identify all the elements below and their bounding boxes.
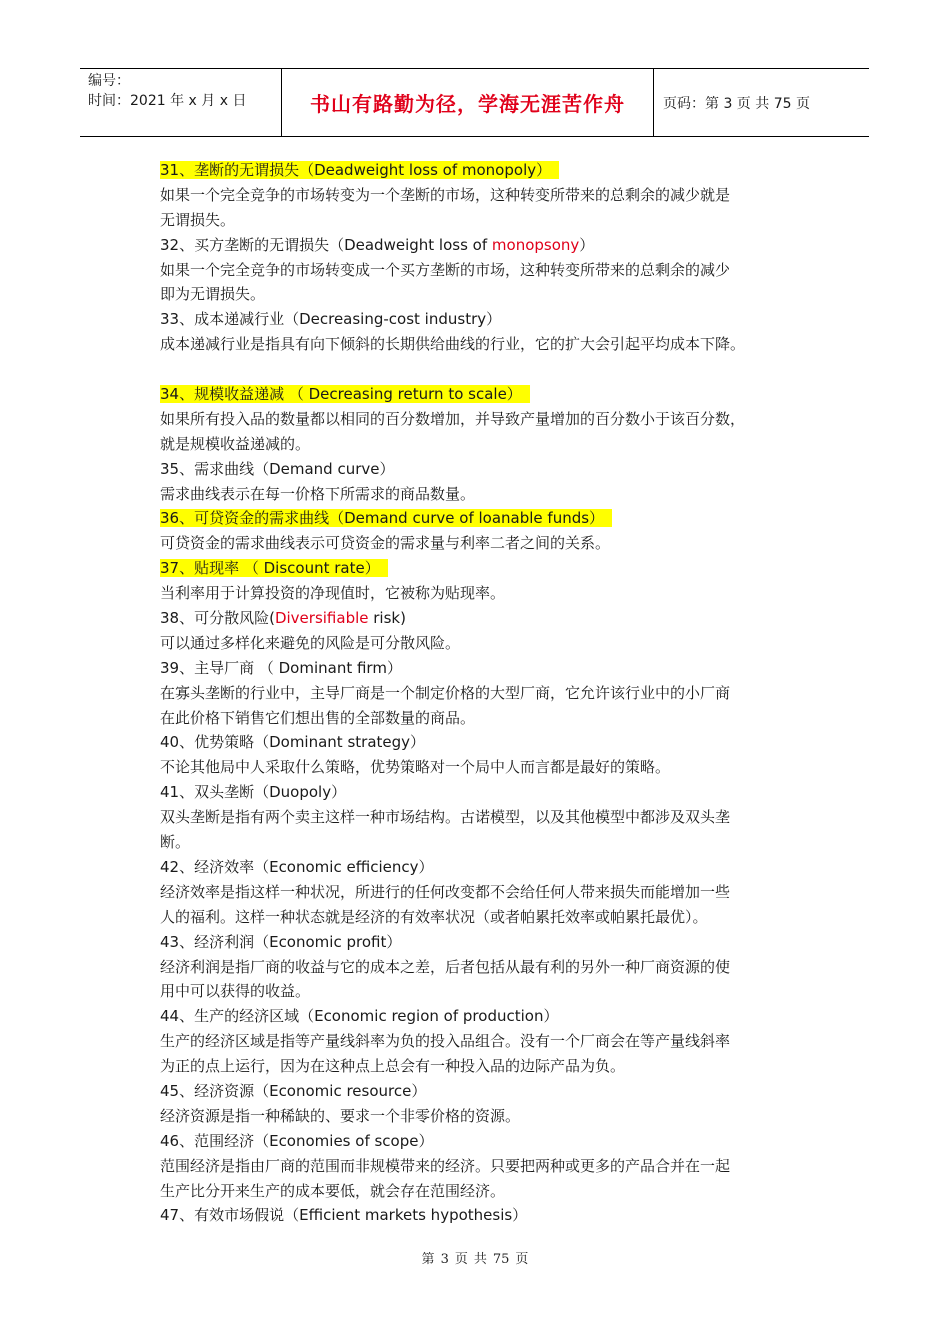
- document-number-label: 编号：: [88, 73, 130, 89]
- term-title-red-part: monopsony: [491, 235, 580, 254]
- definition-line: 经济资源是指一种稀缺的、要求一个非零价格的资源。: [160, 1106, 521, 1125]
- footer-word: 页: [515, 1252, 529, 1267]
- footer-word: 页: [454, 1252, 468, 1267]
- footer-word: 共: [473, 1252, 487, 1267]
- term-title: [160, 606, 820, 631]
- highlighted-term: 34、规模收益递减 （ Decreasing return to scale）: [160, 385, 530, 403]
- term-title: [160, 158, 820, 183]
- definition-line: 可贷资金的需求曲线表示可贷资金的需求量与利率二者之间的关系。: [160, 534, 611, 553]
- definition-line: 生产比分开来生产的成本要低，就会存在范围经济。: [160, 1181, 506, 1200]
- header-motto-cell: [282, 69, 654, 136]
- definition-line: 即为无谓损失。: [160, 285, 266, 304]
- definition-line: 范围经济是指由厂商的范围而非规模带来的经济。只要把两种或更多的产品合并在一起: [160, 1156, 731, 1175]
- highlighted-term: 36、可贷资金的需求曲线（Demand curve of loanable funds）: [160, 509, 612, 527]
- term-title: 35、需求曲线（Demand curve）: [160, 459, 395, 478]
- motto: 书山有路勤为径，学海无涯苦作舟: [310, 92, 625, 116]
- term-title: 41、双头垄断（Duopoly）: [160, 783, 347, 802]
- term-title: 33、成本递减行业（Decreasing-cost industry）: [160, 310, 502, 329]
- term-title: 39、主导厂商 （ Dominant firm）: [160, 658, 402, 677]
- definition-line: 经济利润是指厂商的收益与它的成本之差，后者包括从最有利的另外一种厂商资源的使: [160, 957, 731, 976]
- definition-line: 经济效率是指这样一种状况，所进行的任何改变都不会给任何人带来损失而能增加一些: [160, 882, 731, 901]
- header-page-info: [654, 69, 869, 136]
- definition-line: 在寡头垄断的行业中，主导厂商是一个制定价格的大型厂商，它允许该行业中的小厂商: [160, 683, 731, 702]
- term-title-part: 38、可分散风险(: [160, 609, 275, 628]
- term-title: 47、有效市场假说（Efficient markets hypothesis）: [160, 1206, 528, 1225]
- term-title: 45、经济资源（Economic resource）: [160, 1081, 427, 1100]
- term-title: [160, 506, 820, 531]
- page-header: [80, 68, 869, 137]
- term-title: [160, 382, 820, 407]
- definition-line: 用中可以获得的收益。: [160, 982, 311, 1001]
- definition-line: 为正的点上运行，因为在这种点上总会有一种投入品的边际产品为负。: [160, 1057, 626, 1076]
- definition-line: 在此价格下销售它们想出售的全部数量的商品。: [160, 708, 476, 727]
- blank-line: [160, 357, 820, 382]
- term-title-part: risk): [368, 609, 406, 628]
- term-title: 46、范围经济（Economies of scope）: [160, 1131, 434, 1150]
- definition-line: 生产的经济区域是指等产量线斜率为负的投入品组合。没有一个厂商会在等产量线斜率: [160, 1032, 731, 1051]
- highlighted-term: 31、垄断的无谓损失（Deadweight loss of monopoly）: [160, 161, 559, 179]
- definition-line: 双头垄断是指有两个卖主这样一种市场结构。古诺模型，以及其他模型中都涉及双头垄: [160, 808, 731, 827]
- definition-line: 人的福利。这样一种状态就是经济的有效率状况（或者帕累托效率或帕累托最优）。: [160, 907, 708, 926]
- definition-line: 断。: [160, 833, 191, 852]
- footer-word: 第: [421, 1252, 435, 1267]
- footer-page-number: 3: [440, 1252, 449, 1267]
- footer-total-pages: 75: [492, 1252, 510, 1267]
- term-title-red-part: Diversifiable: [274, 609, 369, 628]
- definition-line: 如果所有投入品的数量都以相同的百分数增加，并导致产量增加的百分数小于该百分数，: [160, 409, 746, 428]
- term-title-part: ）: [579, 235, 595, 254]
- page-footer: [0, 1248, 950, 1267]
- term-title: 40、优势策略（Dominant strategy）: [160, 733, 426, 752]
- definition-line: 如果一个完全竞争的市场转变成一个买方垄断的市场，这种转变所带来的总剩余的减少: [160, 260, 731, 279]
- glossary-content: [160, 158, 820, 1228]
- page-info: 页码：第 3 页 共 75 页: [663, 95, 810, 112]
- definition-line: 可以通过多样化来避免的风险是可分散风险。: [160, 633, 461, 652]
- term-title: [160, 556, 820, 581]
- term-title: 42、经济效率（Economic efficiency）: [160, 857, 434, 876]
- definition-line: 成本递减行业是指具有向下倾斜的长期供给曲线的行业，它的扩大会引起平均成本下降。: [160, 335, 746, 354]
- term-title: 43、经济利润（Economic profit）: [160, 932, 402, 951]
- highlighted-term: 37、贴现率 （ Discount rate）: [160, 559, 388, 577]
- definition-line: 无谓损失。: [160, 210, 236, 229]
- term-title-part: 32、买方垄断的无谓损失（Deadweight loss of: [160, 235, 492, 254]
- term-title: [160, 233, 820, 258]
- definition-line: 如果一个完全竞争的市场转变为一个垄断的市场，这种转变所带来的总剩余的减少就是: [160, 185, 731, 204]
- definition-line: 需求曲线表示在每一价格下所需求的商品数量。: [160, 484, 476, 503]
- definition-line: 就是规模收益递减的。: [160, 434, 311, 453]
- term-title: 44、生产的经济区域（Economic region of production）: [160, 1007, 559, 1026]
- header-meta: [80, 69, 282, 136]
- definition-line: 不论其他局中人采取什么策略，优势策略对一个局中人而言都是最好的策略。: [160, 758, 671, 777]
- document-date: 时间：2021 年 x 月 x 日: [88, 93, 247, 109]
- definition-line: 当利率用于计算投资的净现值时，它被称为贴现率。: [160, 584, 506, 603]
